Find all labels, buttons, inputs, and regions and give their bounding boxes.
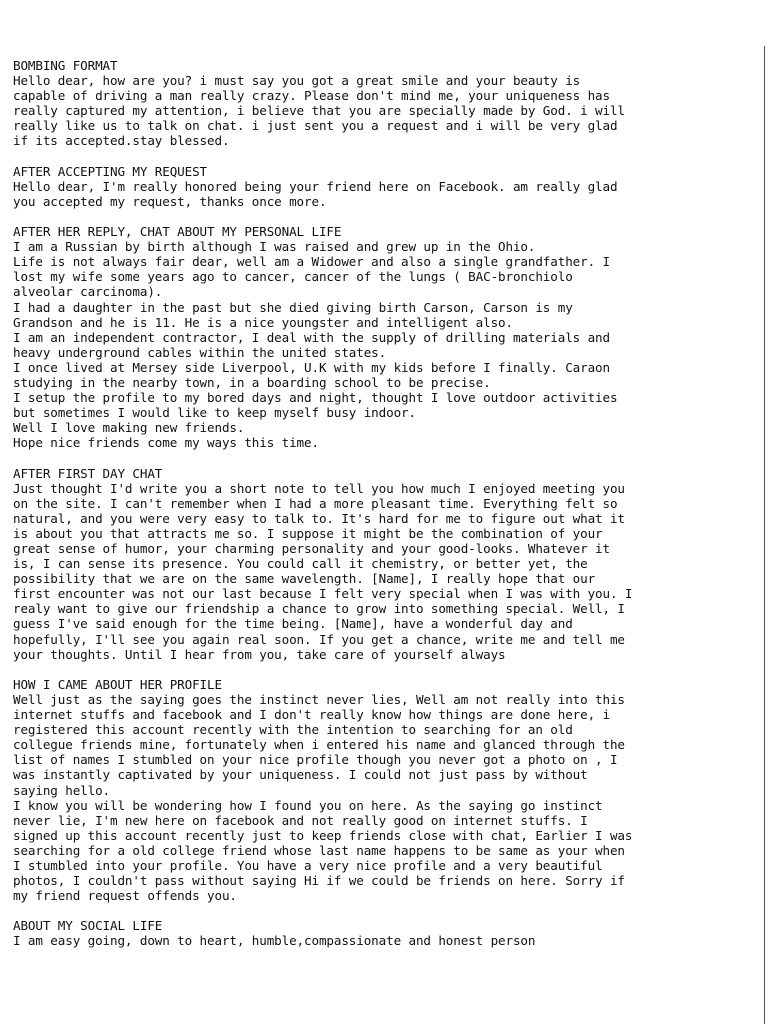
paragraph: I setup the profile to my bored days and night, thought I love outdoor activities but sometimes I would like to keep myself busy indoor. — [13, 390, 618, 421]
section-heading: AFTER ACCEPTING MY REQUEST — [13, 163, 208, 179]
paragraph: Life is not always fair dear, well am a Widower and also a single grandfather. I lost my wife some years ago to cancer, cancer of the lungs ( BAC-bronchiolo alveolar carcinoma). — [13, 254, 610, 300]
paragraph: I know you will be wondering how I found you on here. As the saying go instinct never lie, I'm new here on facebook and not really good on internet stuffs. I signed up this account recently just to keep friends close with chat, Earlier I was searching for a old college friend whose last name happens to be same as your when I stumbled into your profile. You have a very nice profile and a very beautiful photos, I couldn't pass without saying Hi if we could be friends on here. Sorry if my friend request offends you. — [13, 797, 633, 904]
section-social-life — [13, 918, 758, 948]
paragraph: I am an independent contractor, I deal with the supply of drilling materials and heavy underground cables within the united states. — [13, 329, 610, 360]
section-heading: AFTER FIRST DAY CHAT — [13, 465, 163, 481]
paragraph: Hello dear, I'm really honored being your friend here on Facebook. am really glad you accepted my request, thanks once more. — [13, 178, 618, 209]
paragraph: Just thought I'd write you a short note to tell you how much I enjoyed meeting you on the site. I can't remember when I had a more pleasant time. Everything felt so natural, and you were very easy to talk to. It's hard for me to figure out what it is about you that attracts me so. I suppose it might be the combination of your great sense of humor, your charming personality and your good-looks. Whatever it is, I can sense its presence. You could call it chemistry, or better yet, the possibility that we are on the same wavelength. [Name], I really hope that our first encounter was not our last because I felt very special when I was with you. I realy want to give our friendship a chance to grow into something special. Well, I guess I've said enough for the time being. [Name], have a wonderful day and hopefully, I'll see you again real soon. If you get a chance, write me and tell me your thoughts. Until I hear from you, take care of yourself always — [13, 480, 633, 662]
paragraph: I am a Russian by birth although I was raised and grew up in the Ohio. — [13, 239, 536, 255]
section-after-accepting-request — [13, 164, 758, 209]
page-edge-divider — [764, 46, 765, 1024]
paragraph: I once lived at Mersey side Liverpool, U.K with my kids before I finally. Caraon studying in the nearby town, in a boarding school to be precise. — [13, 359, 610, 390]
document-body — [13, 58, 758, 964]
section-personal-life — [13, 224, 758, 450]
paragraph: Hello dear, how are you? i must say you got a great smile and your beauty is capable of driving a man really crazy. Please don't mind me, your uniqueness has really captured my attention, i believe that you are specially made by God. i will really like us to talk on chat. i just sent you a request and i will be very glad if its accepted.stay blessed. — [13, 73, 625, 149]
section-how-came-about-profile — [13, 677, 758, 903]
section-heading: HOW I CAME ABOUT HER PROFILE — [13, 676, 222, 692]
section-heading: AFTER HER REPLY, CHAT ABOUT MY PERSONAL LIFE — [13, 224, 342, 240]
paragraph: Hope nice friends come my ways this time. — [13, 435, 319, 451]
section-heading: ABOUT MY SOCIAL LIFE — [13, 918, 163, 934]
paragraph: Well I love making new friends. — [13, 420, 245, 436]
section-heading: BOMBING FORMAT — [13, 58, 118, 73]
paragraph: I had a daughter in the past but she died giving birth Carson, Carson is my Grandson and he is 11. He is a nice youngster and intelligent also. — [13, 299, 573, 330]
paragraph: Well just as the saying goes the instinct never lies, Well am not really into this internet stuffs and facebook and I don't really know how things are done here, i registered this account recently with the intention to searching for an old collegue friends mine, fortunately when i entered his name and glanced through the list of names I stumbled on your nice profile though you never got a photo on , I was instantly captivated by your uniqueness. I could not just pass by without saying hello. — [13, 691, 625, 798]
section-bombing-format — [13, 58, 758, 149]
section-first-day-chat — [13, 466, 758, 662]
paragraph: I am easy going, down to heart, humble,compassionate and honest person — [13, 933, 536, 949]
